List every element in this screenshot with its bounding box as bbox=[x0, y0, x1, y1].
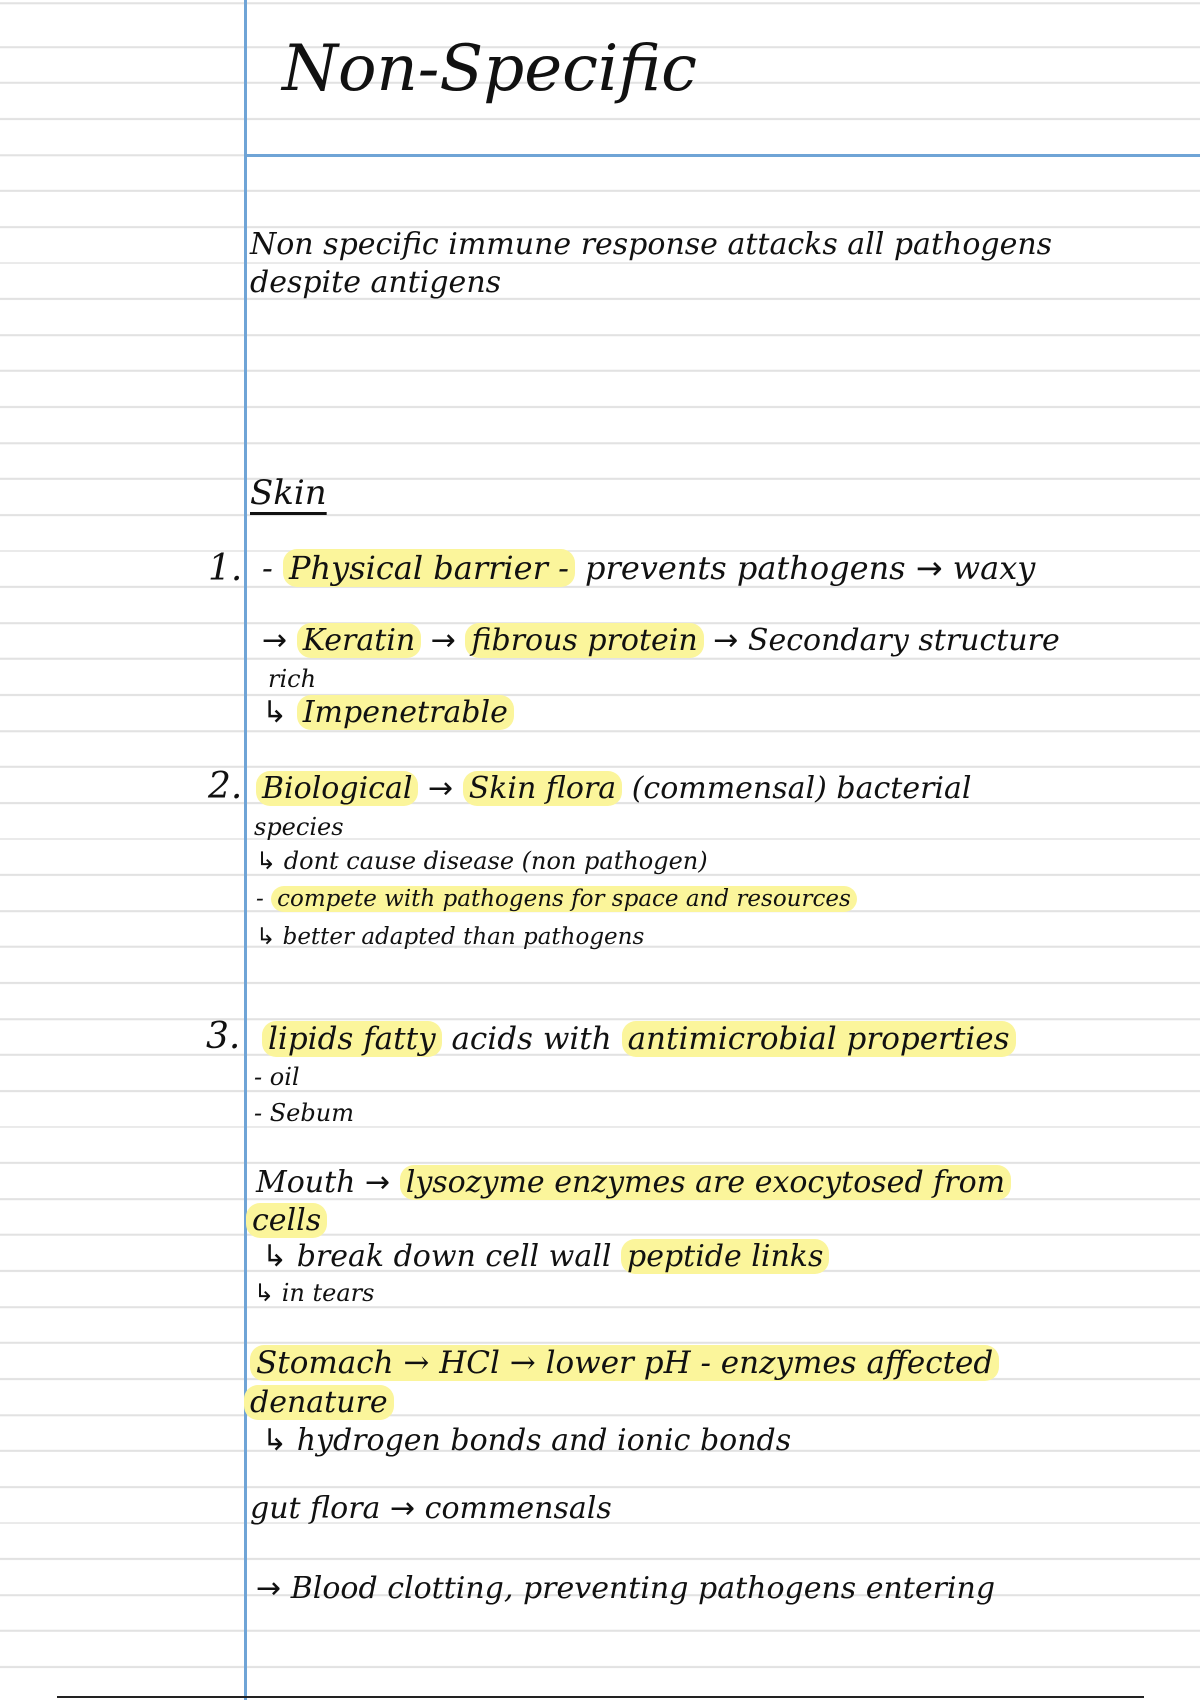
intro-line-2: despite antigens bbox=[250, 265, 502, 300]
sub-arrow-icon: ↳ bbox=[256, 924, 276, 950]
cells-line bbox=[246, 1204, 327, 1239]
arrow-icon: → bbox=[262, 623, 288, 658]
item-1-dash: - bbox=[262, 549, 273, 587]
bonds-text: hydrogen bonds and ionic bonds bbox=[296, 1423, 792, 1458]
impenetrable-highlight: Impenetrable bbox=[297, 695, 514, 730]
breakdown-text: break down cell wall bbox=[296, 1239, 612, 1274]
sub-arrow-icon: ↳ bbox=[262, 1239, 288, 1274]
item-1-line bbox=[262, 550, 1035, 587]
breakdown-line bbox=[262, 1240, 829, 1275]
gut-flora-label: gut flora bbox=[250, 1491, 381, 1526]
oil-text: - oil bbox=[254, 1063, 300, 1091]
cells-highlight: cells bbox=[246, 1203, 327, 1238]
stomach-line bbox=[250, 1346, 999, 1382]
compete-line bbox=[256, 886, 857, 912]
prevents-text: prevents pathogens bbox=[585, 549, 906, 587]
item-1-number: 1. bbox=[208, 548, 243, 589]
mouth-label: Mouth bbox=[256, 1165, 356, 1200]
commensals-text: commensals bbox=[424, 1491, 612, 1526]
stomach-highlight: Stomach → HCl → lower pH - enzymes affected bbox=[250, 1345, 999, 1381]
mouth-line bbox=[256, 1166, 1011, 1201]
gut-line bbox=[250, 1492, 612, 1527]
margin-line bbox=[244, 0, 247, 1700]
skin-heading: Skin bbox=[250, 473, 327, 513]
secondary-structure-text: Secondary structure bbox=[747, 623, 1060, 658]
physical-barrier-highlight: Physical barrier - bbox=[283, 549, 575, 587]
compete-highlight: compete with pathogens for space and resources bbox=[271, 886, 857, 912]
skin-flora-highlight: Skin flora bbox=[463, 771, 622, 806]
arrow-icon: → bbox=[713, 623, 739, 658]
title-rule bbox=[244, 154, 1200, 157]
biological-highlight: Biological bbox=[256, 771, 418, 806]
waxy-text: waxy bbox=[952, 549, 1036, 587]
rich-text: rich bbox=[268, 665, 317, 693]
intro-line-1: Non specific immune response attacks all pathogens bbox=[250, 227, 1053, 262]
tears-text: in tears bbox=[281, 1279, 375, 1307]
compete-dash: - bbox=[256, 886, 264, 912]
item-2-line bbox=[256, 772, 972, 807]
peptide-links-highlight: peptide links bbox=[621, 1239, 829, 1274]
lysozyme-highlight: lysozyme enzymes are exocytosed from bbox=[400, 1165, 1011, 1200]
sebum-text: - Sebum bbox=[254, 1099, 354, 1127]
sub-arrow-icon: ↳ bbox=[254, 1279, 275, 1307]
arrow-icon: → bbox=[915, 549, 943, 587]
arrow-icon: → bbox=[365, 1165, 391, 1200]
blood-clotting-text: Blood clotting, preventing pathogens entering bbox=[290, 1571, 996, 1606]
commensal-text: (commensal) bacterial bbox=[631, 771, 972, 806]
better-adapted-text: better adapted than pathogens bbox=[282, 924, 645, 950]
denature-line bbox=[244, 1386, 394, 1421]
acids-text: acids with bbox=[451, 1021, 612, 1057]
arrow-icon: → bbox=[256, 1571, 282, 1606]
antimicrobial-highlight: antimicrobial properties bbox=[622, 1021, 1016, 1057]
arrow-icon: → bbox=[428, 771, 454, 806]
sub-arrow-icon: ↳ bbox=[262, 1423, 288, 1458]
keratin-highlight: Keratin bbox=[297, 623, 422, 658]
bottom-rule bbox=[57, 1696, 1144, 1698]
species-text: species bbox=[254, 813, 344, 841]
item-3-line bbox=[262, 1022, 1016, 1058]
tears-line bbox=[254, 1280, 374, 1308]
page-title: Non-Specific bbox=[282, 32, 697, 106]
better-adapted-line bbox=[256, 924, 644, 950]
sub-arrow-icon: ↳ bbox=[256, 847, 277, 875]
keratin-line bbox=[262, 624, 1060, 659]
arrow-icon: → bbox=[430, 623, 456, 658]
arrow-icon: → bbox=[389, 1491, 416, 1526]
no-disease-text: dont cause disease (non pathogen) bbox=[283, 847, 708, 875]
item-3-number: 3. bbox=[206, 1016, 241, 1057]
blood-line bbox=[256, 1572, 995, 1607]
fibrous-protein-highlight: fibrous protein bbox=[465, 623, 703, 658]
denature-highlight: denature bbox=[244, 1385, 394, 1420]
item-2-number: 2. bbox=[208, 766, 243, 807]
bonds-line bbox=[262, 1424, 791, 1459]
impenetrable-line bbox=[262, 696, 514, 731]
no-disease-line bbox=[256, 848, 708, 876]
sub-arrow-icon: ↳ bbox=[262, 695, 288, 730]
lipids-highlight: lipids fatty bbox=[262, 1021, 442, 1057]
